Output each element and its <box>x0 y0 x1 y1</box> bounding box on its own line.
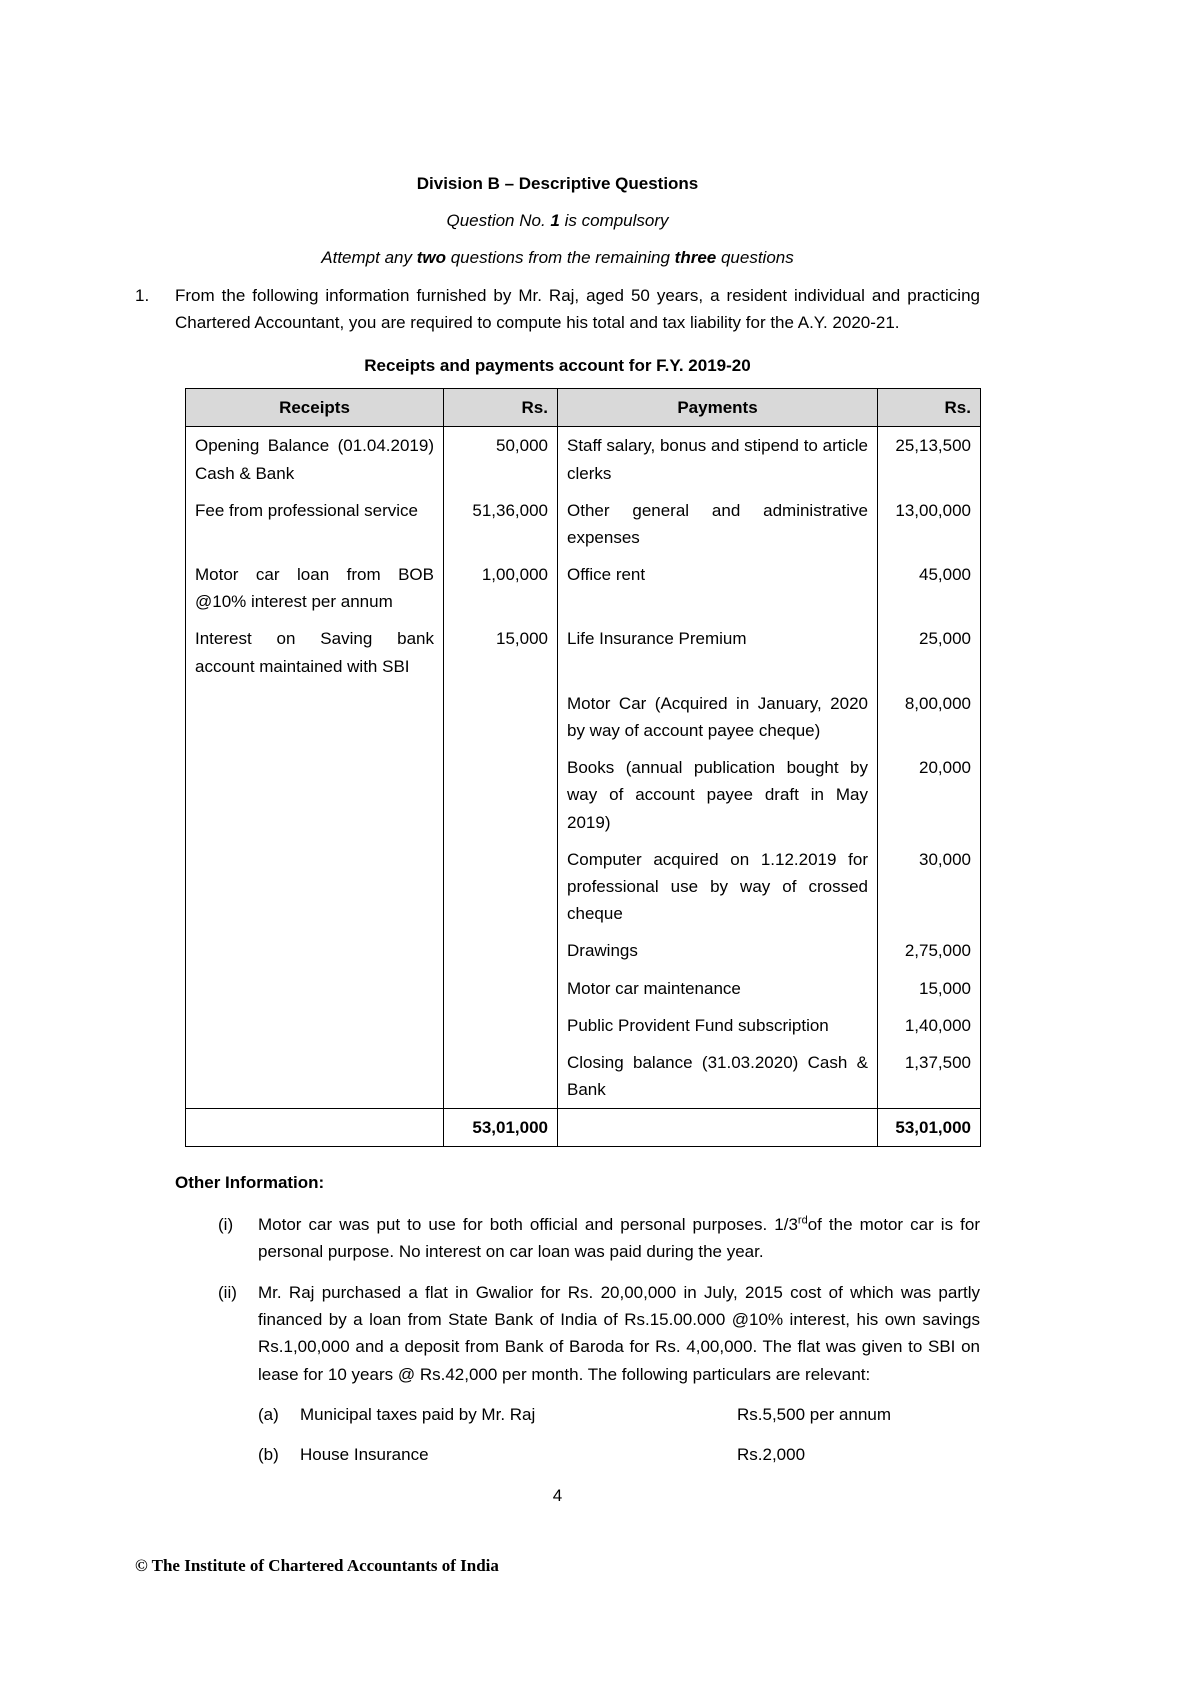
receipt-amount <box>444 1044 558 1109</box>
note-segment: questions <box>716 248 794 268</box>
receipt-desc <box>186 1007 444 1044</box>
note-segment: Question No. <box>446 211 551 231</box>
item-text <box>258 1279 980 1468</box>
table-title: Receipts and payments account for F.Y. 2019-20 <box>364 355 751 375</box>
receipt-amount: 50,000 <box>444 427 558 492</box>
payment-desc: Drawings <box>558 932 878 969</box>
note-segment: questions from the remaining <box>445 248 675 268</box>
table-row <box>186 427 981 492</box>
payment-amount: 30,000 <box>878 841 981 933</box>
payment-desc: Motor Car (Acquired in January, 2020 by way of account payee cheque) <box>558 685 878 749</box>
receipt-amount: 51,36,000 <box>444 492 558 556</box>
payment-desc: Other general and administrative expenses <box>558 492 878 556</box>
table-row <box>186 749 981 841</box>
item-label: (i) <box>218 1214 234 1234</box>
item-text-segment: of the motor car is for personal purpose. No interest on car loan was paid during the year. <box>258 1214 980 1261</box>
col-header-receipts: Receipts <box>186 389 444 427</box>
receipt-amount <box>444 685 558 749</box>
payment-amount: 8,00,000 <box>878 685 981 749</box>
table-row <box>186 970 981 1007</box>
note-bold-segment: 1 <box>550 211 560 231</box>
payment-amount: 45,000 <box>878 556 981 620</box>
payment-desc: Books (annual publication bought by way of account payee draft in May 2019) <box>558 749 878 841</box>
col-header-receipts-rs: Rs. <box>444 389 558 427</box>
table-row <box>186 685 981 749</box>
payment-amount: 15,000 <box>878 970 981 1007</box>
sub-item-b <box>258 1441 980 1468</box>
payment-amount: 20,000 <box>878 749 981 841</box>
table-row <box>186 841 981 933</box>
sub-item-text: House Insurance <box>300 1444 429 1464</box>
item-text-segment: Motor car was put to use for both official and personal purposes. 1/3 <box>258 1214 798 1234</box>
table-row <box>186 1007 981 1044</box>
receipt-amount <box>444 932 558 969</box>
table-row <box>186 492 981 556</box>
payment-desc: Life Insurance Premium <box>558 620 878 684</box>
note-segment: Attempt any <box>321 248 417 268</box>
receipt-amount <box>444 1007 558 1044</box>
copyright-footer: © The Institute of Chartered Accountants of India <box>135 1556 499 1575</box>
payment-desc: Office rent <box>558 556 878 620</box>
payment-amount: 25,13,500 <box>878 427 981 492</box>
receipt-desc <box>186 749 444 841</box>
total-empty-cell <box>186 1109 444 1147</box>
table-row <box>186 556 981 620</box>
receipt-amount: 15,000 <box>444 620 558 684</box>
payment-desc: Closing balance (31.03.2020) Cash & Bank <box>558 1044 878 1109</box>
table-total-row <box>186 1109 981 1147</box>
payment-amount: 1,37,500 <box>878 1044 981 1109</box>
note-bold-segment: three <box>674 248 717 268</box>
table-header-row <box>186 389 981 427</box>
item-label: (ii) <box>218 1283 237 1302</box>
question-number: 1. <box>135 285 150 305</box>
sub-item-value: Rs.2,000 <box>737 1444 806 1464</box>
payment-amount: 13,00,000 <box>878 492 981 556</box>
sub-item-label: (b) <box>258 1444 279 1464</box>
page-content <box>135 0 980 1509</box>
note-bold-segment: two <box>416 248 446 268</box>
receipt-desc: Interest on Saving bank account maintained with SBI <box>186 620 444 684</box>
other-info-item-ii <box>218 1279 980 1468</box>
receipt-desc <box>186 932 444 969</box>
payment-desc: Staff salary, bonus and stipend to article clerks <box>558 427 878 492</box>
sub-item-a <box>258 1401 980 1428</box>
sub-item-label: (a) <box>258 1404 279 1424</box>
table-row <box>186 620 981 684</box>
page-title: Division B – Descriptive Questions <box>416 174 699 193</box>
receipt-desc <box>186 1044 444 1109</box>
receipt-amount: 1,00,000 <box>444 556 558 620</box>
table-row <box>186 1044 981 1109</box>
col-header-payments-rs: Rs. <box>878 389 981 427</box>
col-header-payments: Payments <box>558 389 878 427</box>
compulsory-note <box>135 207 980 234</box>
payment-desc: Computer acquired on 1.12.2019 for professional use by way of crossed cheque <box>558 841 878 933</box>
receipt-amount <box>444 749 558 841</box>
receipts-payments-table <box>185 388 981 1147</box>
payment-desc: Public Provident Fund subscription <box>558 1007 878 1044</box>
payment-desc: Motor car maintenance <box>558 970 878 1007</box>
other-information-heading: Other Information: <box>175 1173 325 1193</box>
receipt-amount <box>444 970 558 1007</box>
receipt-desc <box>186 841 444 933</box>
attempt-note <box>135 244 980 271</box>
payment-amount: 25,000 <box>878 620 981 684</box>
receipt-desc <box>186 685 444 749</box>
receipt-desc <box>186 970 444 1007</box>
receipt-desc: Opening Balance (01.04.2019) Cash & Bank <box>186 427 444 492</box>
receipt-desc: Fee from professional service <box>186 492 444 556</box>
table-row <box>186 932 981 969</box>
sub-item-text: Municipal taxes paid by Mr. Raj <box>300 1404 536 1424</box>
receipt-desc: Motor car loan from BOB @10% interest per annum <box>186 556 444 620</box>
page-number: 4 <box>552 1486 563 1506</box>
total-empty-cell <box>558 1109 878 1147</box>
payment-amount: 2,75,000 <box>878 932 981 969</box>
payments-total: 53,01,000 <box>878 1109 981 1147</box>
receipts-total: 53,01,000 <box>444 1109 558 1147</box>
sub-item-value: Rs.5,500 per annum <box>737 1404 892 1424</box>
ordinal-superscript: rd <box>797 1213 808 1226</box>
other-info-item-i <box>218 1211 980 1265</box>
question-text: From the following information furnished by Mr. Raj, aged 50 years, a resident individual and practicing Chartered Accountant, you are required to compute his total and tax liability for the A.Y. 2020-21. <box>175 285 980 332</box>
note-segment: is compulsory <box>559 211 669 231</box>
receipt-amount <box>444 841 558 933</box>
item-text <box>258 1211 980 1265</box>
payment-amount: 1,40,000 <box>878 1007 981 1044</box>
item-text-segment: Mr. Raj purchased a flat in Gwalior for Rs. 20,00,000 in July, 2015 cost of which was partly financed by a loan from State Bank of India of Rs.15.00.000 @10% interest, his own savings Rs.1,00,000 and a deposit from Bank of Baroda for Rs. 4,00,000. The flat was given to SBI on lease for 10 years @ Rs.42,000 per month. The following particulars are relevant: <box>258 1283 980 1384</box>
question-1 <box>135 282 980 336</box>
